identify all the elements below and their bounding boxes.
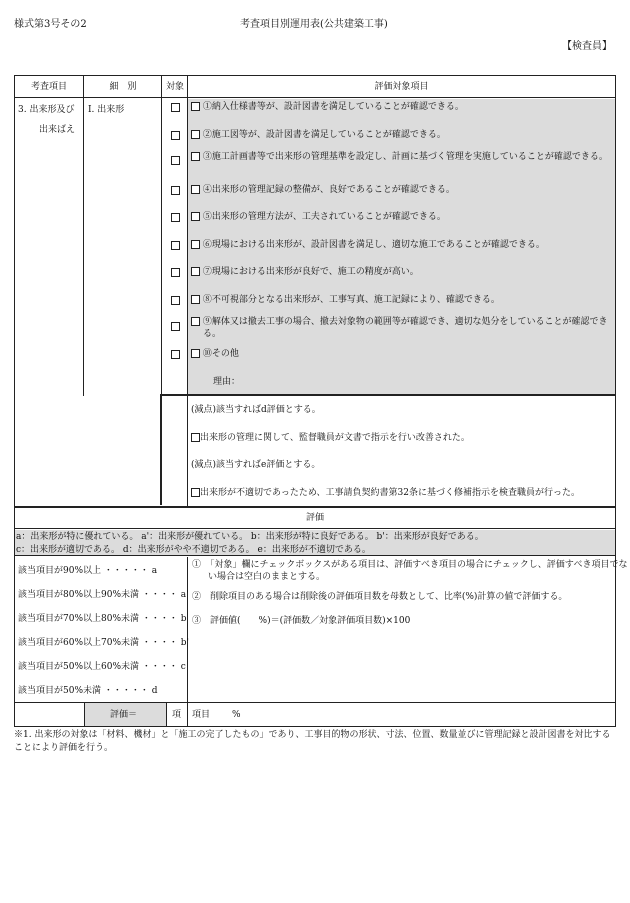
eval-item-9: ⑨解体又は撤去工事の場合、撤去対象物の範囲等が確認でき、適切な処分をしていることが確認できる。 bbox=[191, 316, 623, 340]
target-checkbox-3[interactable] bbox=[171, 156, 180, 165]
eval-checkbox[interactable] bbox=[191, 185, 200, 194]
col-header-subcategory: 細 別 bbox=[109, 82, 137, 92]
note-2: ② 削除項目のある場合は削除後の評価項目数を母数として、比率(%)計算の値で評価する。 bbox=[192, 592, 568, 602]
eval-checkbox[interactable] bbox=[191, 152, 200, 161]
eval-checkbox[interactable] bbox=[191, 130, 200, 139]
target-checkbox-8[interactable] bbox=[171, 296, 180, 305]
target-checkbox-4[interactable] bbox=[171, 186, 180, 195]
item-label: 項目 bbox=[192, 710, 211, 720]
subcategory-label: Ⅰ. 出来形 bbox=[88, 105, 125, 115]
eval-item-2: ②施工図等が、設計図書を満足していることが確認できる。 bbox=[191, 129, 611, 141]
eval-item-6: ⑥現場における出来形が、設計図書を満足し、適切な施工であることが確認できる。 bbox=[191, 239, 611, 251]
deduction-d-item: 出来形の管理に関して、監督職員が文書で指示を行い改善された。 bbox=[191, 432, 470, 444]
target-checkbox-9[interactable] bbox=[171, 322, 180, 331]
form-number: 様式第3号その2 bbox=[14, 19, 87, 30]
eval-item-4: ④出来形の管理記録の整備が、良好であることが確認できる。 bbox=[191, 184, 611, 196]
evaluation-header: 評価 bbox=[305, 513, 324, 523]
eval-item-8: ⑧不可視部分となる出来形が、工事写真、施工記録により、確認できる。 bbox=[191, 294, 611, 306]
deduction-e-item: 出来形が不適切であったため、工事請負契約書第32条に基づく修補指示を検査職員が行った。 bbox=[191, 487, 616, 499]
target-checkbox-2[interactable] bbox=[171, 131, 180, 140]
eval-checkbox[interactable] bbox=[191, 349, 200, 358]
eval-checkbox[interactable] bbox=[191, 102, 200, 111]
legend-line-2: c：出来形が適切である。 d：出来形がやや不適切である。 e：出来形が不適切である。 bbox=[16, 545, 371, 555]
grade-a: 該当項目が90%以上 ・・・・・ a bbox=[18, 566, 158, 576]
percent-label: % bbox=[232, 710, 241, 720]
eval-item-7: ⑦現場における出来形が良好で、施工の精度が高い。 bbox=[191, 266, 611, 278]
role-label: 【検査員】 bbox=[562, 41, 612, 52]
deduction-d-checkbox[interactable] bbox=[191, 433, 200, 442]
eval-checkbox[interactable] bbox=[191, 267, 200, 276]
item-unit: 項 bbox=[172, 710, 182, 720]
deduction-e-checkbox[interactable] bbox=[191, 488, 200, 497]
eval-checkbox[interactable] bbox=[191, 317, 200, 326]
deduction-d-label: (減点)該当すればd評価とする。 bbox=[191, 405, 321, 415]
target-checkbox-7[interactable] bbox=[171, 268, 180, 277]
eval-checkbox[interactable] bbox=[191, 212, 200, 221]
col-header-category: 考査項目 bbox=[30, 82, 67, 92]
grade-a-prime: 該当項目が80%以上90%未満 ・・・・ a' bbox=[18, 590, 189, 600]
eval-item-3: ③施工計画書等で出来形の管理基準を設定し、計画に基づく管理を実施していることが確認できる。 bbox=[191, 151, 623, 163]
col-header-target: 対象 bbox=[165, 82, 184, 92]
grade-d: 該当項目が50%未満 ・・・・・ d bbox=[18, 686, 158, 696]
target-checkbox-6[interactable] bbox=[171, 241, 180, 250]
page-title: 考査項目別運用表(公共建築工事) bbox=[240, 19, 388, 30]
eval-checkbox[interactable] bbox=[191, 295, 200, 304]
grade-b: 該当項目が70%以上80%未満 ・・・・ b bbox=[18, 614, 187, 624]
col-header-items: 評価対象項目 bbox=[374, 82, 429, 92]
legend-line-1: a：出来形が特に優れている。 a'：出来形が優れている。 b：出来形が特に良好である。 b'：出来形が良好である。 bbox=[16, 532, 484, 542]
note-1: ① 「対象」欄にチェックボックスがある項目は、評価すべき項目の場合にチェックし、評価すべき項目でない場合は空白のままとする。 bbox=[192, 560, 628, 582]
eval-item-5: ⑤出来形の管理方法が、工夫されていることが確認できる。 bbox=[191, 211, 611, 223]
deduction-e-label: (減点)該当すればe評価とする。 bbox=[191, 460, 321, 470]
grade-c: 該当項目が50%以上60%未満 ・・・・ c bbox=[18, 662, 186, 672]
target-checkbox-1[interactable] bbox=[171, 103, 180, 112]
eval-checkbox[interactable] bbox=[191, 240, 200, 249]
result-label: 評価＝ bbox=[110, 710, 138, 720]
eval-item-1: ①納入仕様書等が、設計図書を満足していることが確認できる。 bbox=[191, 101, 611, 113]
category-label-2: 出来ばえ bbox=[39, 125, 76, 135]
target-checkbox-10[interactable] bbox=[171, 350, 180, 359]
eval-item-10: ⑩その他 bbox=[191, 348, 611, 360]
note-3: ③ 評価値( %)＝(評価数／対象評価項目数)×100 bbox=[192, 616, 411, 626]
grade-b-prime: 該当項目が60%以上70%未満 ・・・・ b' bbox=[18, 638, 189, 648]
reason-label: 理由： bbox=[213, 377, 241, 387]
footnote: ※1. 出来形の対象は「材料、機材」と「施工の完了したもの」であり、工事目的物の形状、寸法、位置、数量並びに管理記録と設計図書を対比することにより評価を行う。 bbox=[14, 730, 611, 753]
category-label: 3. 出来形及び bbox=[18, 105, 75, 115]
target-checkbox-5[interactable] bbox=[171, 213, 180, 222]
